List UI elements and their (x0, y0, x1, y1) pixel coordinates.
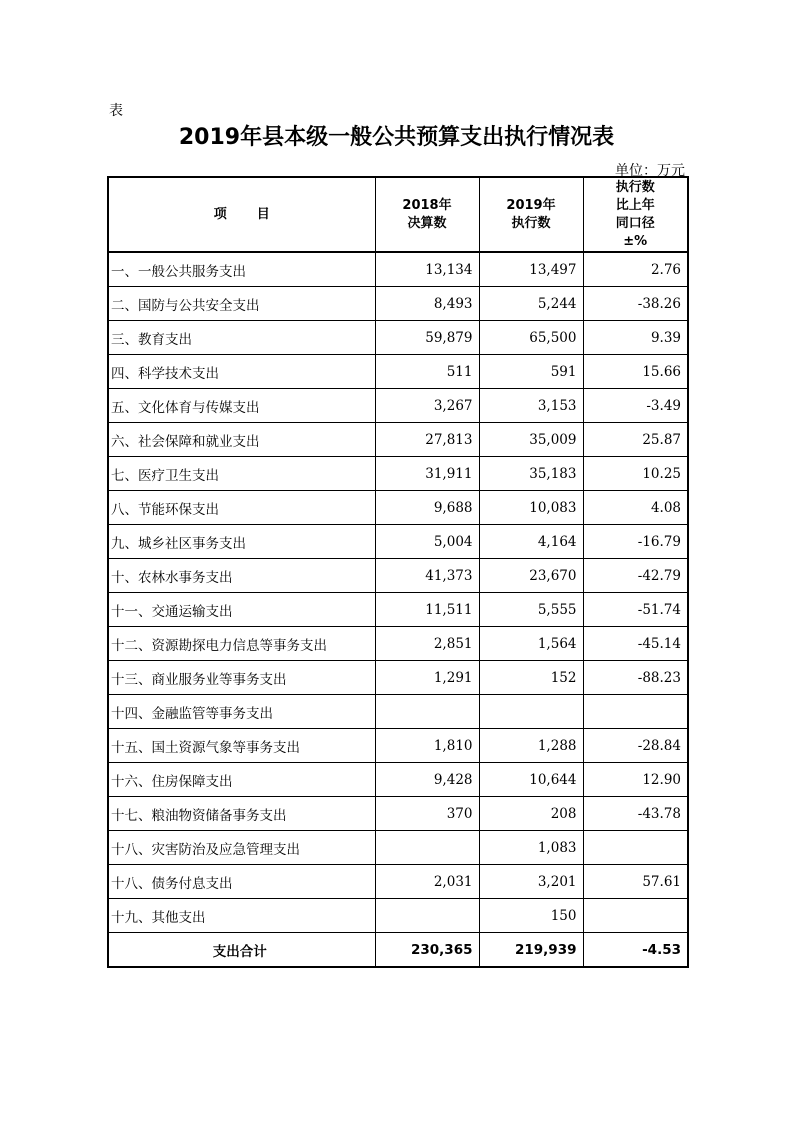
row-2019: 10,083 (479, 491, 583, 525)
row-2019: 4,164 (479, 525, 583, 559)
table-row (108, 287, 688, 321)
row-2018: 1,291 (375, 661, 479, 695)
table-row (108, 831, 688, 865)
header-line: 2019年 (506, 197, 556, 213)
total-row (108, 933, 688, 968)
row-2018: 2,031 (375, 865, 479, 899)
row-2018: 9,688 (375, 491, 479, 525)
row-2018: 13,134 (375, 252, 479, 287)
row-2019 (479, 695, 583, 729)
row-2018: 370 (375, 797, 479, 831)
row-pct: -16.79 (583, 525, 688, 559)
row-2018: 2,851 (375, 627, 479, 661)
row-2018 (375, 695, 479, 729)
row-name: 十九、其他支出 (108, 899, 375, 933)
header-line: 同口径 (615, 215, 655, 231)
row-name: 七、医疗卫生支出 (108, 457, 375, 491)
row-name: 十一、交通运输支出 (108, 593, 375, 627)
table-row (108, 389, 688, 423)
row-name: 二、国防与公共安全支出 (108, 287, 375, 321)
total-label: 支出合计 (108, 933, 375, 968)
row-2019: 10,644 (479, 763, 583, 797)
row-name: 十七、粮油物资储备事务支出 (108, 797, 375, 831)
row-name: 十五、国土资源气象等事务支出 (108, 729, 375, 763)
document-label: 表 (109, 103, 123, 119)
row-2018 (375, 831, 479, 865)
row-name: 十八、灾害防治及应急管理支出 (108, 831, 375, 865)
header-item-part: 目 (256, 206, 270, 222)
row-2019: 150 (479, 899, 583, 933)
row-name: 十三、商业服务业等事务支出 (108, 661, 375, 695)
table-row (108, 661, 688, 695)
row-pct: 25.87 (583, 423, 688, 457)
header-line: 执行数 (511, 215, 551, 231)
row-pct: 15.66 (583, 355, 688, 389)
row-2018: 5,004 (375, 525, 479, 559)
row-2019: 13,497 (479, 252, 583, 287)
row-pct: 10.25 (583, 457, 688, 491)
header-2019 (479, 177, 583, 252)
row-2019: 5,555 (479, 593, 583, 627)
row-2019: 3,153 (479, 389, 583, 423)
header-line: 执行数 (615, 179, 655, 195)
row-2019: 208 (479, 797, 583, 831)
row-2019: 35,009 (479, 423, 583, 457)
row-2018: 3,267 (375, 389, 479, 423)
table-row (108, 729, 688, 763)
total-2019: 219,939 (479, 933, 583, 968)
table-header-row (108, 177, 688, 252)
row-pct: 4.08 (583, 491, 688, 525)
row-2019: 23,670 (479, 559, 583, 593)
table-row (108, 252, 688, 287)
row-2019: 591 (479, 355, 583, 389)
row-pct: -3.49 (583, 389, 688, 423)
table-row (108, 559, 688, 593)
table-row (108, 899, 688, 933)
row-2019: 5,244 (479, 287, 583, 321)
header-change-pct (583, 177, 688, 252)
total-pct: -4.53 (583, 933, 688, 968)
row-name: 十八、债务付息支出 (108, 865, 375, 899)
header-line: ±% (623, 233, 648, 249)
table-row (108, 321, 688, 355)
row-2018: 27,813 (375, 423, 479, 457)
header-line: 2018年 (402, 197, 452, 213)
row-name: 十四、金融监管等事务支出 (108, 695, 375, 729)
unit-label: 单位：万元 (615, 163, 685, 179)
row-2018: 41,373 (375, 559, 479, 593)
row-pct: 12.90 (583, 763, 688, 797)
row-2019: 65,500 (479, 321, 583, 355)
row-name: 六、社会保障和就业支出 (108, 423, 375, 457)
row-name: 四、科学技术支出 (108, 355, 375, 389)
table-row (108, 797, 688, 831)
row-2019: 3,201 (479, 865, 583, 899)
row-2019: 1,288 (479, 729, 583, 763)
header-item-part: 项 (213, 206, 227, 222)
row-2018: 511 (375, 355, 479, 389)
header-2018 (375, 177, 479, 252)
header-line: 比上年 (615, 197, 655, 213)
row-name: 一、一般公共服务支出 (108, 252, 375, 287)
table-row (108, 865, 688, 899)
row-2018: 8,493 (375, 287, 479, 321)
row-2019: 1,564 (479, 627, 583, 661)
row-2018: 11,511 (375, 593, 479, 627)
table-row (108, 525, 688, 559)
table-row (108, 423, 688, 457)
total-2018: 230,365 (375, 933, 479, 968)
table-row (108, 491, 688, 525)
table-row (108, 457, 688, 491)
row-2018: 1,810 (375, 729, 479, 763)
row-2019: 1,083 (479, 831, 583, 865)
row-pct: -28.84 (583, 729, 688, 763)
row-pct (583, 695, 688, 729)
row-2018: 31,911 (375, 457, 479, 491)
page-title: 2019年县本级一般公共预算支出执行情况表 (178, 125, 615, 150)
row-name: 十二、资源勘探电力信息等事务支出 (108, 627, 375, 661)
table-row (108, 355, 688, 389)
row-2018: 59,879 (375, 321, 479, 355)
row-name: 三、教育支出 (108, 321, 375, 355)
budget-table (107, 176, 689, 968)
header-line: 决算数 (407, 215, 447, 231)
row-name: 十六、住房保障支出 (108, 763, 375, 797)
row-pct: -51.74 (583, 593, 688, 627)
row-pct: -38.26 (583, 287, 688, 321)
row-pct: -42.79 (583, 559, 688, 593)
row-pct (583, 831, 688, 865)
table-row (108, 627, 688, 661)
header-item (108, 177, 375, 252)
row-pct: -88.23 (583, 661, 688, 695)
row-name: 五、文化体育与传媒支出 (108, 389, 375, 423)
row-name: 十、农林水事务支出 (108, 559, 375, 593)
row-pct: -45.14 (583, 627, 688, 661)
row-pct (583, 899, 688, 933)
row-pct: 2.76 (583, 252, 688, 287)
row-pct: 57.61 (583, 865, 688, 899)
table-row (108, 695, 688, 729)
row-name: 九、城乡社区事务支出 (108, 525, 375, 559)
row-2018 (375, 899, 479, 933)
row-2019: 35,183 (479, 457, 583, 491)
table-row (108, 593, 688, 627)
table-row (108, 763, 688, 797)
row-pct: 9.39 (583, 321, 688, 355)
row-2019: 152 (479, 661, 583, 695)
row-name: 八、节能环保支出 (108, 491, 375, 525)
row-2018: 9,428 (375, 763, 479, 797)
row-pct: -43.78 (583, 797, 688, 831)
